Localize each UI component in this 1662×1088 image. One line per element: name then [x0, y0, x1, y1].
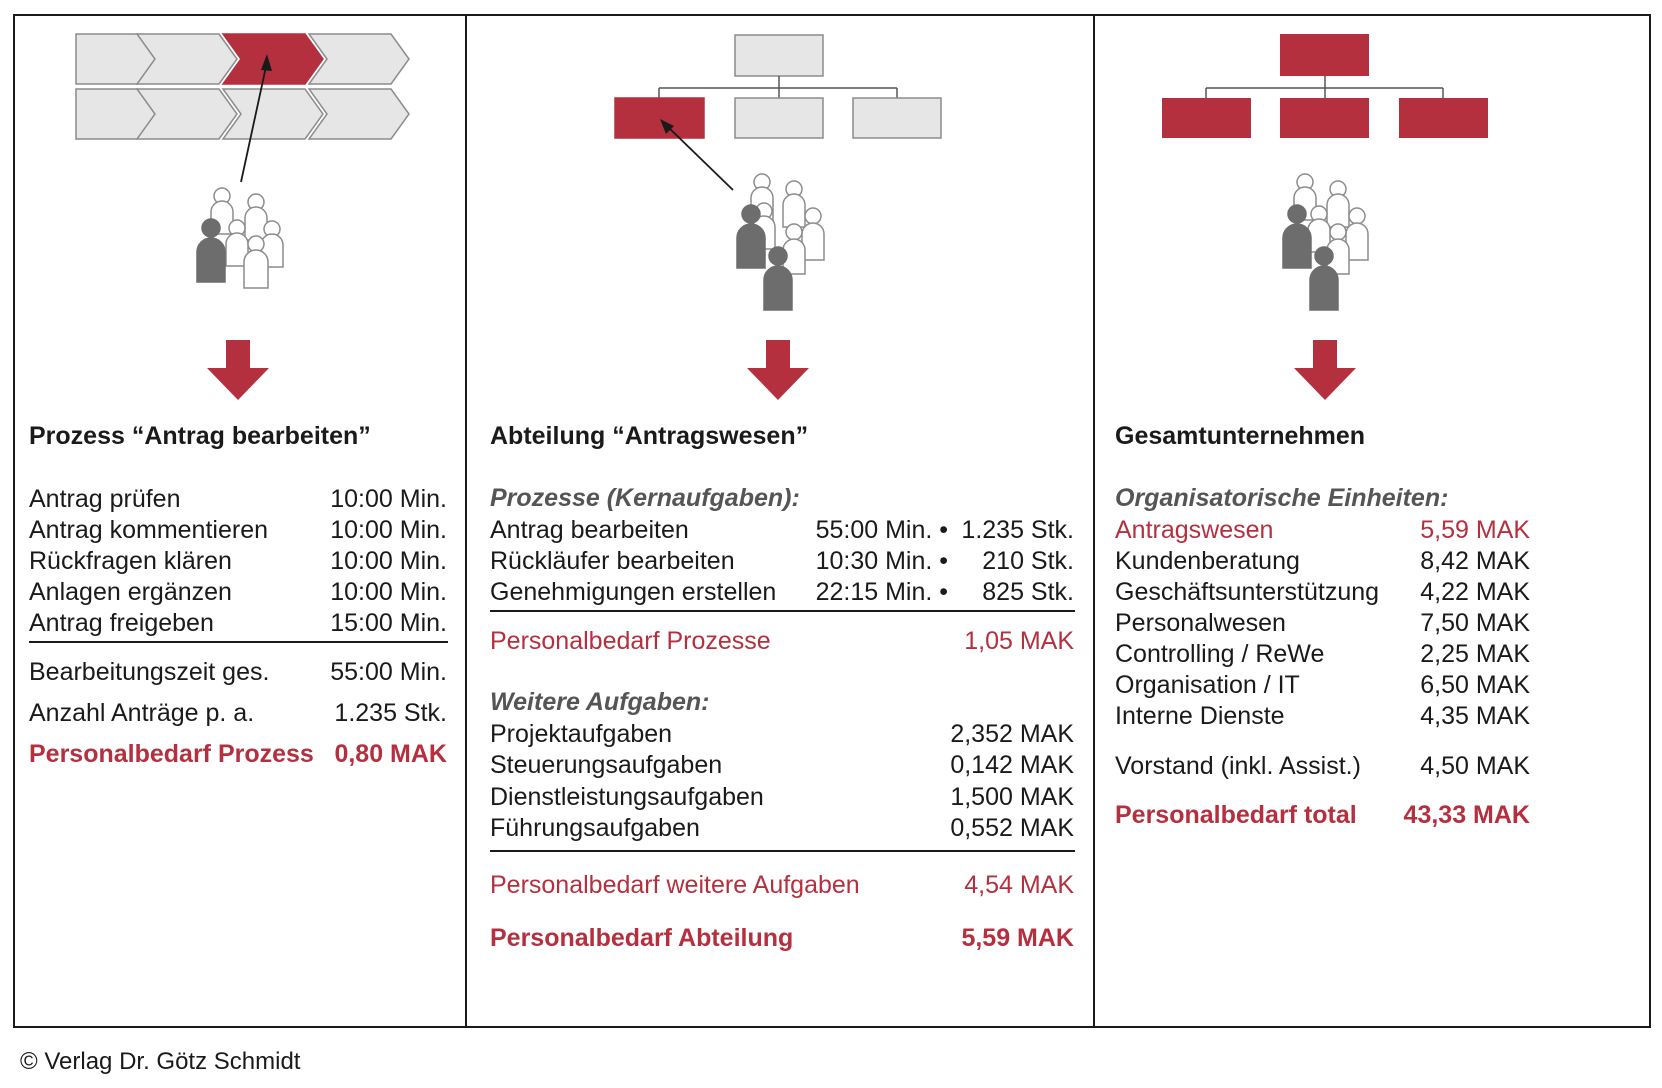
org-unit-row: Kundenberatung 8,42 MAK [1115, 547, 1530, 575]
process-step-3-highlighted [223, 34, 323, 84]
board-row: Vorstand (inkl. Assist.) 4,50 MAK [1115, 752, 1530, 780]
process-chevron-row-1 [76, 34, 409, 84]
process-illustration [15, 16, 465, 416]
process-step-8 [309, 89, 409, 139]
people-group-icon [737, 174, 824, 310]
org-unit-row: Interne Dienste 4,35 MAK [1115, 702, 1530, 730]
core-task-row: Rückläufer bearbeiten 10:30 Min. • 210 Stk. [490, 547, 1074, 575]
other-task-row: Dienstleistungsaufgaben 1,500 MAK [490, 783, 1074, 811]
company-staff-need: Personalbedarf total 43,33 MAK [1115, 801, 1530, 829]
copyright-notice: © Verlag Dr. Götz Schmidt [20, 1048, 301, 1075]
process-step-row: Antrag kommentieren 10:00 Min. [29, 516, 447, 544]
other-staff-need: Personalbedarf weitere Aufgaben 4,54 MAK [490, 871, 1074, 899]
core-task-row: Antrag bearbeiten 55:00 Min. • 1.235 Stk. [490, 516, 1074, 544]
process-title: Prozess “Antrag bearbeiten” [29, 422, 371, 450]
other-tasks-heading: Weitere Aufgaben: [490, 688, 710, 716]
org-box-highlighted [615, 98, 704, 138]
core-sum-line [490, 610, 1075, 612]
org-unit-row: Controlling / ReWe 2,25 MAK [1115, 640, 1530, 668]
process-sum-line [29, 641, 448, 643]
org-box-top [735, 35, 823, 76]
org-unit-row: Organisation / IT 6,50 MAK [1115, 671, 1530, 699]
org-box-middle [1280, 98, 1369, 138]
company-illustration [1095, 16, 1649, 416]
people-group-icon [1283, 174, 1368, 310]
other-task-row: Führungsaufgaben 0,552 MAK [490, 814, 1074, 842]
other-sum-line [490, 850, 1075, 852]
panel-company [1095, 16, 1649, 1026]
process-count: Anzahl Anträge p. a. 1.235 Stk. [29, 699, 447, 727]
department-staff-need: Personalbedarf Abteilung 5,59 MAK [490, 924, 1074, 952]
panel-process [15, 16, 465, 1026]
company-org-chart [1162, 34, 1488, 138]
panel-department [467, 16, 1093, 1026]
department-illustration [467, 16, 1093, 416]
department-title: Abteilung “Antragswesen” [490, 422, 809, 450]
org-box-right [1399, 98, 1488, 138]
org-box-right [853, 98, 941, 138]
process-step-row: Antrag prüfen 10:00 Min. [29, 485, 447, 513]
down-arrow-icon [207, 340, 269, 400]
process-step-4 [309, 34, 409, 84]
org-unit-row: Personalwesen 7,50 MAK [1115, 609, 1530, 637]
other-task-row: Steuerungsaufgaben 0,142 MAK [490, 751, 1074, 779]
core-task-row: Genehmigungen erstellen 22:15 Min. • 825 Stk. [490, 578, 1074, 606]
core-staff-need: Personalbedarf Prozesse 1,05 MAK [490, 627, 1074, 655]
process-step-row: Anlagen ergänzen 10:00 Min. [29, 578, 447, 606]
org-unit-row-highlighted: Antragswesen 5,59 MAK [1115, 516, 1530, 544]
other-task-row: Projektaufgaben 2,352 MAK [490, 720, 1074, 748]
process-chevron-row-2 [76, 89, 409, 139]
people-group-icon [197, 188, 283, 288]
org-box-left [1162, 98, 1251, 138]
org-box-top [1280, 34, 1369, 76]
down-arrow-icon [1294, 340, 1356, 400]
process-time-total: Bearbeitungszeit ges. 55:00 Min. [29, 658, 447, 686]
org-units-heading: Organisatorische Einheiten: [1115, 484, 1449, 512]
core-tasks-heading: Prozesse (Kernaufgaben): [490, 484, 800, 512]
process-step-row: Rückfragen klären 10:00 Min. [29, 547, 447, 575]
org-unit-row: Geschäftsunterstützung 4,22 MAK [1115, 578, 1530, 606]
down-arrow-icon [747, 340, 809, 400]
process-step-7 [223, 89, 323, 139]
process-step-row: Antrag freigeben 15:00 Min. [29, 609, 447, 637]
process-staff-need: Personalbedarf Prozess 0,80 MAK [29, 740, 447, 768]
org-box-middle [735, 98, 823, 138]
company-title: Gesamtunternehmen [1115, 422, 1366, 450]
